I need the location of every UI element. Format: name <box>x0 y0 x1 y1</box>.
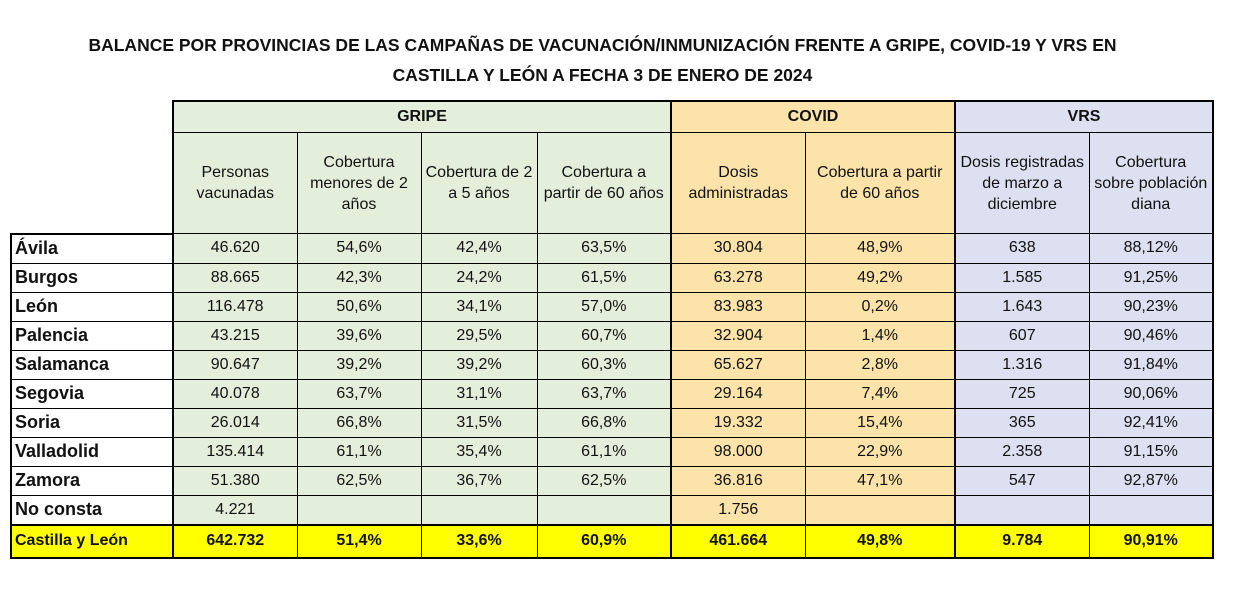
table-row <box>11 321 1213 350</box>
table-cell: 135.414 <box>173 437 297 466</box>
table-cell: 607 <box>955 321 1089 350</box>
table-cell: 92,87% <box>1089 466 1213 495</box>
table-cell: 90,06% <box>1089 379 1213 408</box>
table-cell: 61,1% <box>537 437 671 466</box>
table-row <box>11 350 1213 379</box>
table-cell: 32.904 <box>671 321 805 350</box>
table-cell: 116.478 <box>173 292 297 321</box>
total-cell: 642.732 <box>173 525 297 558</box>
col-header-cobertura-60-covid: Cobertura a partir de 60 años <box>805 133 955 234</box>
province-name: No consta <box>11 495 173 525</box>
table-cell: 88,12% <box>1089 234 1213 264</box>
table-cell: 1.756 <box>671 495 805 525</box>
table-cell: 1.316 <box>955 350 1089 379</box>
province-name: Valladolid <box>11 437 173 466</box>
total-cell: 51,4% <box>297 525 421 558</box>
table-cell: 39,2% <box>297 350 421 379</box>
title-line-1: BALANCE POR PROVINCIAS DE LAS CAMPAÑAS DE VACUNACIÓN/INMUNIZACIÓN FRENTE A GRIPE, COVID-19 Y VRS EN <box>88 35 1117 55</box>
table-row <box>11 466 1213 495</box>
table-cell: 1,4% <box>805 321 955 350</box>
table-cell <box>805 495 955 525</box>
column-header-row <box>11 133 1213 234</box>
title-line-2: CASTILLA Y LEÓN A FECHA 3 DE ENERO DE 2024 <box>392 65 813 85</box>
table-cell: 47,1% <box>805 466 955 495</box>
table-cell: 42,3% <box>297 263 421 292</box>
corner-blank <box>11 101 173 133</box>
table-cell: 63,5% <box>537 234 671 264</box>
province-name: Salamanca <box>11 350 173 379</box>
table-row <box>11 234 1213 264</box>
corner-blank-2 <box>11 133 173 234</box>
table-cell: 39,2% <box>421 350 537 379</box>
table-cell: 65.627 <box>671 350 805 379</box>
table-cell: 91,25% <box>1089 263 1213 292</box>
table-cell: 51.380 <box>173 466 297 495</box>
table-cell: 90,23% <box>1089 292 1213 321</box>
col-header-dosis-administradas: Dosis administradas <box>671 133 805 234</box>
province-name: Burgos <box>11 263 173 292</box>
table-cell: 43.215 <box>173 321 297 350</box>
group-header-row <box>11 101 1213 133</box>
table-cell: 1.585 <box>955 263 1089 292</box>
col-header-cobertura-60-gripe: Cobertura a partir de 60 años <box>537 133 671 234</box>
table-cell <box>1089 495 1213 525</box>
province-name: Ávila <box>11 234 173 264</box>
table-cell: 638 <box>955 234 1089 264</box>
table-cell: 88.665 <box>173 263 297 292</box>
province-name: León <box>11 292 173 321</box>
table-cell: 26.014 <box>173 408 297 437</box>
province-name: Soria <box>11 408 173 437</box>
table-cell: 36,7% <box>421 466 537 495</box>
table-cell <box>421 495 537 525</box>
table-cell <box>297 495 421 525</box>
table-cell: 15,4% <box>805 408 955 437</box>
table-cell: 57,0% <box>537 292 671 321</box>
col-header-cobertura-poblacion-diana: Cobertura sobre población diana <box>1089 133 1213 234</box>
province-name: Segovia <box>11 379 173 408</box>
table-cell: 60,3% <box>537 350 671 379</box>
table-cell: 40.078 <box>173 379 297 408</box>
col-header-cobertura-menores-2: Cobertura menores de 2 años <box>297 133 421 234</box>
table-row <box>11 263 1213 292</box>
vaccination-table <box>10 100 1214 559</box>
page-title <box>0 30 1205 90</box>
total-cell: 9.784 <box>955 525 1089 558</box>
total-cell: 49,8% <box>805 525 955 558</box>
table-cell: 29,5% <box>421 321 537 350</box>
table-cell: 39,6% <box>297 321 421 350</box>
col-header-personas-vacunadas: Personas vacunadas <box>173 133 297 234</box>
table-cell: 4.221 <box>173 495 297 525</box>
table-cell: 31,5% <box>421 408 537 437</box>
total-cell: 33,6% <box>421 525 537 558</box>
table-cell: 61,5% <box>537 263 671 292</box>
col-header-cobertura-2-5: Cobertura de 2 a 5 años <box>421 133 537 234</box>
table-cell: 24,2% <box>421 263 537 292</box>
total-cell: 90,91% <box>1089 525 1213 558</box>
table-cell: 35,4% <box>421 437 537 466</box>
table-cell: 83.983 <box>671 292 805 321</box>
total-cell: 60,9% <box>537 525 671 558</box>
table-cell: 54,6% <box>297 234 421 264</box>
table-cell: 90.647 <box>173 350 297 379</box>
table-cell: 92,41% <box>1089 408 1213 437</box>
group-header-covid: COVID <box>671 101 955 133</box>
table-cell: 1.643 <box>955 292 1089 321</box>
group-header-vrs: VRS <box>955 101 1213 133</box>
table-cell: 63,7% <box>537 379 671 408</box>
table-cell: 36.816 <box>671 466 805 495</box>
table-cell: 2.358 <box>955 437 1089 466</box>
table-cell: 50,6% <box>297 292 421 321</box>
table-cell: 46.620 <box>173 234 297 264</box>
table-cell: 547 <box>955 466 1089 495</box>
table-cell <box>955 495 1089 525</box>
table-cell: 63,7% <box>297 379 421 408</box>
table-cell: 22,9% <box>805 437 955 466</box>
total-row <box>11 525 1213 558</box>
table-cell: 62,5% <box>297 466 421 495</box>
group-header-gripe: GRIPE <box>173 101 671 133</box>
table-cell: 365 <box>955 408 1089 437</box>
table-row <box>11 437 1213 466</box>
table-cell: 34,1% <box>421 292 537 321</box>
table-cell: 725 <box>955 379 1089 408</box>
table-cell: 61,1% <box>297 437 421 466</box>
table-cell <box>537 495 671 525</box>
table-cell: 91,15% <box>1089 437 1213 466</box>
province-name: Palencia <box>11 321 173 350</box>
col-header-dosis-registradas: Dosis registradas de marzo a diciembre <box>955 133 1089 234</box>
table-cell: 0,2% <box>805 292 955 321</box>
table-row <box>11 408 1213 437</box>
table-cell: 31,1% <box>421 379 537 408</box>
table-cell: 62,5% <box>537 466 671 495</box>
table-cell: 42,4% <box>421 234 537 264</box>
table-cell: 98.000 <box>671 437 805 466</box>
table-cell: 2,8% <box>805 350 955 379</box>
table-cell: 91,84% <box>1089 350 1213 379</box>
table-cell: 66,8% <box>297 408 421 437</box>
table-cell: 63.278 <box>671 263 805 292</box>
table-row <box>11 379 1213 408</box>
table-cell: 7,4% <box>805 379 955 408</box>
table-cell: 30.804 <box>671 234 805 264</box>
table-cell: 19.332 <box>671 408 805 437</box>
province-name: Zamora <box>11 466 173 495</box>
table-row <box>11 292 1213 321</box>
table-cell: 60,7% <box>537 321 671 350</box>
table-cell: 29.164 <box>671 379 805 408</box>
table-row <box>11 495 1213 525</box>
total-cell: 461.664 <box>671 525 805 558</box>
table-cell: 66,8% <box>537 408 671 437</box>
total-label: Castilla y León <box>11 525 173 558</box>
table-cell: 49,2% <box>805 263 955 292</box>
table-cell: 90,46% <box>1089 321 1213 350</box>
table-cell: 48,9% <box>805 234 955 264</box>
